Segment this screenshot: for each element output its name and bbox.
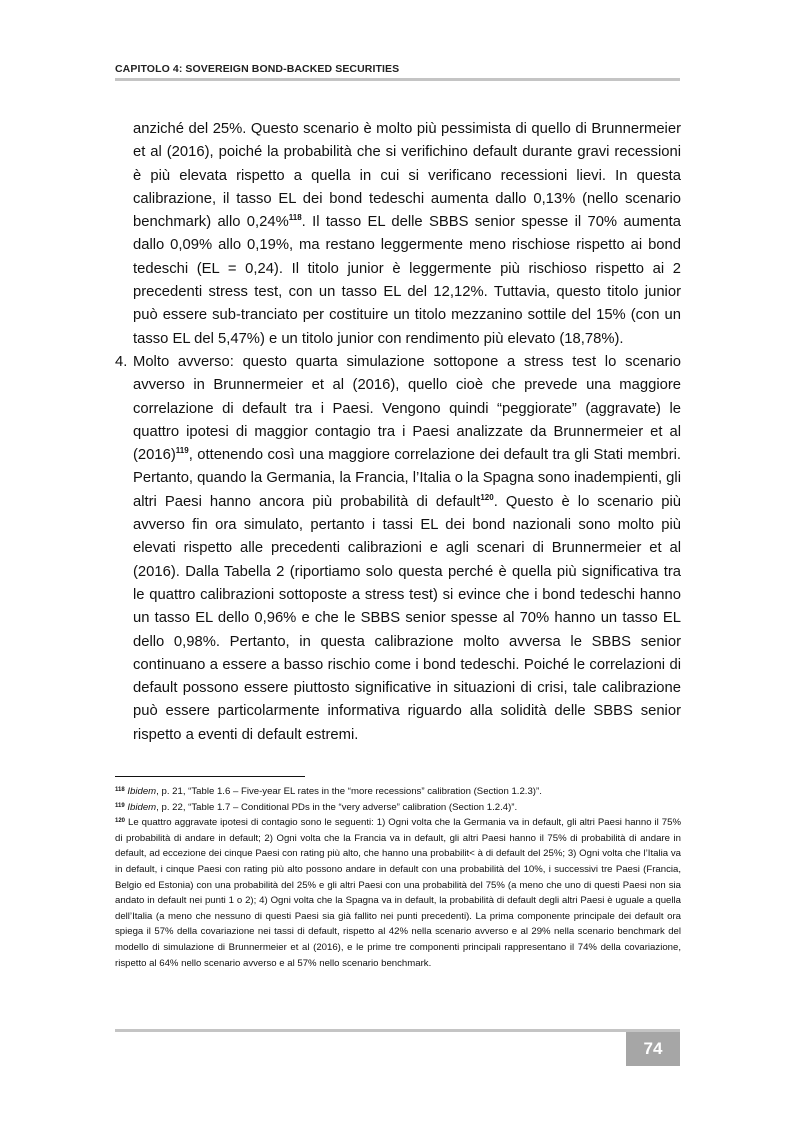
footnote-ref-118[interactable]: 118 <box>288 213 302 223</box>
footnote-text: Le quattro aggravate ipotesi di contagio sono le seguenti: 1) Ogni volta che la Germania va in default, gli altri Paesi hanno il 75% di probabilità di andare in default; 2) Ogni volta che la Francia va in default, gli altri Paesi hanno il 75% di probabilità di andare in default, ad eccezione dei cinque Paesi con rating più alto, che hanno una probabilit< à di default del 25%; 3) Ogni volta che l’Italia va in default, i cinque Paesi con rating più alto possono andare in default con una probabilità del 10%, i successivi tre Paesi (Francia, Belgio ed Estonia) con una probabilità del 25% e gli altri Paesi con una probabilità del 75% (a meno che uno di questi Paesi non sia andato in default nei punti 1 o 2); 4) Ogni volta che la Spagna va in default, la probabilità di default degli altri Paesi è uguale a quella dell’Italia (a meno che nessuno di questi Paesi sia già fallito nei punti precedenti). La prima componente principale dei default ora spiega il 57% della covariazione nei tassi di default, rispetto al 42% nella scenario avverso e al 29% nella scenario benchmark del modello di simulazione di Brunnermeier et al (2016), e le prime tre componenti principali rappresentano il 74% della covariazione, rispetto al 64% nello scenario avverso e al 57% nello scenario benchmark. <box>115 817 681 969</box>
footnote-ref-120[interactable]: 120 <box>480 492 494 502</box>
footnote-119 <box>115 800 681 816</box>
footnote-separator <box>115 776 305 777</box>
footnote-number: 120 <box>115 818 126 825</box>
paragraph-text: , ottenendo così una maggiore correlazione dei default tra gli Stati membri. Pertanto, quando la Germania, la Francia, l’Italia o la Spagna sono inadempienti, gli altri Paesi hanno ancora più probabilità di default <box>133 447 681 510</box>
paragraph-text: . Questo è lo scenario più avverso fin ora simulato, pertanto i tassi EL dei bond nazionali sono molto più elevati rispetto alle precedenti calibrazioni e agli scenari di Brunnermeier et al (2016). Dalla Tabella 2 (riportiamo solo questa perché è quella più significativa tra le quattro calibrazioni sottoposte a stress test) si evince che i bond tedeschi hanno un tasso EL dello 0,96% e che le SBBS senior spesse al 70% hanno un tasso EL dello 0,98%. Pertanto, in questa calibrazione molto avversa le SBBS senior continuano a essere a basso rischio come i bond tedeschi. Poiché le correlazioni di default possono essere piuttosto significative in situazioni di crisi, tale calibrazione può essere particolarmente informativa riguardo alla solidità delle SBBS senior rispetto a eventi di default estremi. <box>133 493 682 743</box>
footnote-ref-119[interactable]: 119 <box>175 446 189 456</box>
list-number: 4. <box>115 353 128 370</box>
footnote-text: , p. 21, “Table 1.6 – Five-year EL rates in the “more recessions” calibration (Section 1.2.3)”. <box>156 786 542 797</box>
footnote-text: , p. 22, “Table 1.7 – Conditional PDs in the “very adverse” calibration (Section 1.2.4)”. <box>156 801 518 813</box>
footnote-italic: Ibidem <box>127 786 157 797</box>
footer-divider <box>115 1029 680 1032</box>
footnote-120 <box>115 815 681 971</box>
footnotes <box>115 784 681 971</box>
paragraph-text: anziché del 25%. Questo scenario è molto più pessimista di quello di Brunnermeier et al (2016), poiché la probabilità che si verifichino default durante gravi recessioni è più elevata rispetto a quella in cui si verificano recessioni lievi. In questa calibrazione, il tasso EL dei bond tedeschi aumenta dallo 0,13% (nello scenario benchmark) allo 0,24% <box>133 121 681 231</box>
list-item-3-continuation <box>115 118 681 351</box>
paragraph-text: Molto avverso: questo quarta simulazione sottopone a stress test lo scenario avverso in Brunnermeier et al (2016), quello cioè che prevede una maggiore correlazione di default tra i Paesi. Vengono quindi “peggiorate” (aggravate) le quattro ipotesi di maggior contagio tra i Paesi analizzate da Brunnermeier et al (2016) <box>133 353 681 464</box>
header-divider <box>115 78 680 81</box>
footnote-number: 118 <box>115 787 125 793</box>
running-header: CAPITOLO 4: SOVEREIGN BOND-BACKED SECURITIES <box>115 63 400 75</box>
list-item-4 <box>115 351 681 747</box>
footnote-italic: Ibidem <box>127 801 157 813</box>
main-text <box>115 118 681 747</box>
paragraph-text: . Il tasso EL delle SBBS senior spesse il 70% aumenta dallo 0,09% allo 0,19%, ma restano leggermente meno rischiose rispetto ai bond tedeschi (EL = 0,24). Il titolo junior è leggermente più rischioso rispetto ai 2 precedenti stress test, con un tasso EL del 12,12%. Tuttavia, questo titolo junior può essere sub-tranciato per costituire un titolo mezzanino sottile del 15% (con un tasso EL del 5,47%) e un titolo junior con rendimento più elevato (18,78%). <box>133 214 681 347</box>
page-number: 74 <box>626 1032 680 1066</box>
footnote-number: 119 <box>115 802 125 809</box>
footnote-118 <box>115 784 681 800</box>
